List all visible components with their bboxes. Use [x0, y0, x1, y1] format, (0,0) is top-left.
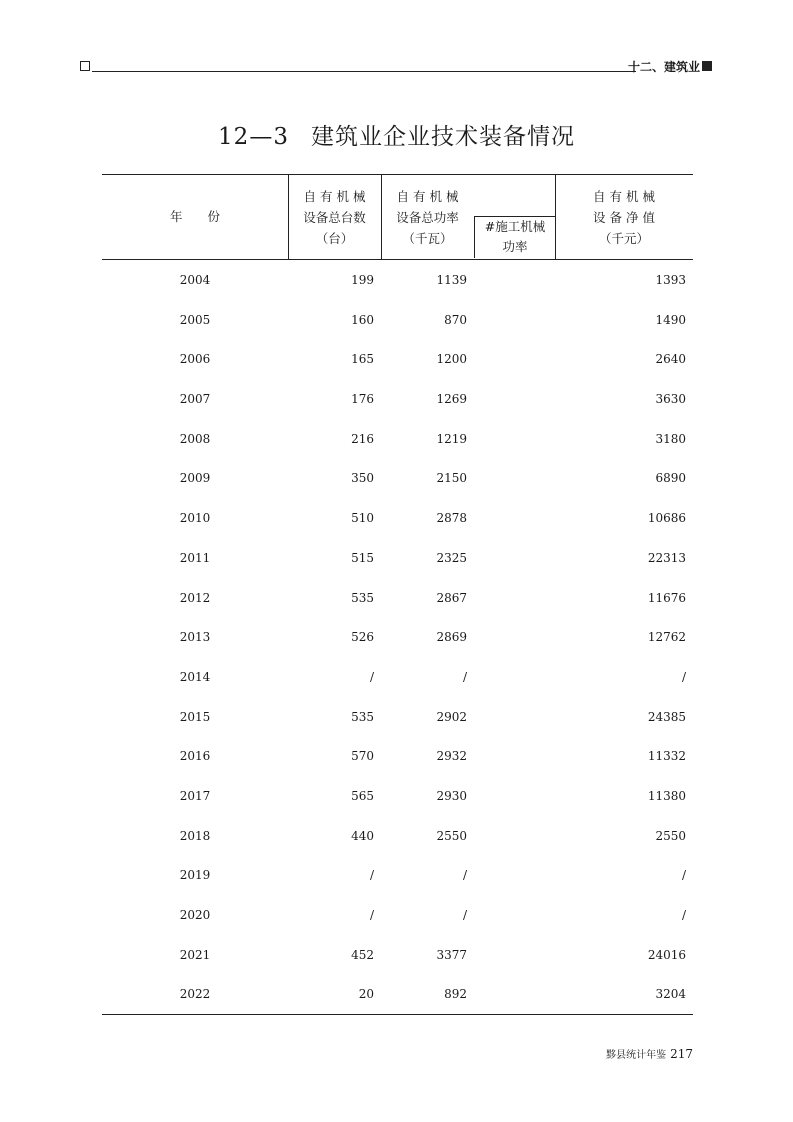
header-power — [381, 186, 474, 249]
cell-net-value: 1490 — [655, 312, 686, 327]
table-row — [102, 974, 693, 1014]
cell-units: 160 — [351, 312, 374, 327]
table-row — [102, 935, 693, 975]
cell-net-value: 10686 — [647, 511, 686, 526]
header-line: 功率 — [502, 239, 528, 254]
cell-net-value: 12762 — [647, 630, 686, 645]
header-line: 自 有 机 械 — [593, 189, 655, 204]
cell-net-value: 2640 — [655, 352, 686, 367]
cell-units: 216 — [351, 431, 374, 446]
cell-power: 2930 — [436, 788, 467, 803]
cell-power: 2150 — [436, 471, 467, 486]
cell-power: 1219 — [436, 431, 467, 446]
table-row — [102, 816, 693, 856]
header-line: 自 有 机 械 — [303, 189, 366, 204]
table-row — [102, 260, 693, 300]
header-line: （千瓦） — [402, 231, 453, 246]
cell-year: 2004 — [179, 273, 211, 287]
cell-units: 526 — [351, 630, 374, 645]
table-row — [102, 855, 693, 895]
cell-units: / — [369, 669, 374, 684]
cell-power: 1139 — [436, 273, 467, 287]
cell-units: 510 — [351, 511, 374, 526]
cell-year: 2012 — [179, 590, 211, 605]
publication-name: 黟县统计年鉴 — [606, 1050, 667, 1061]
cell-power: / — [462, 908, 467, 922]
cell-year: 2008 — [179, 431, 211, 446]
cell-net-value: 24016 — [647, 947, 686, 962]
cell-power: 3377 — [436, 947, 467, 962]
table-title — [0, 118, 793, 151]
cell-year: 2019 — [179, 868, 211, 883]
cell-year: 2013 — [179, 630, 211, 645]
table-row — [102, 419, 693, 459]
cell-power: 2325 — [436, 550, 467, 565]
cell-year: 2018 — [179, 828, 211, 843]
header-rule — [92, 71, 636, 72]
cell-net-value: 3204 — [655, 987, 686, 1002]
cell-net-value: 1393 — [655, 273, 686, 287]
cell-power: 1269 — [436, 392, 467, 407]
header-construction-power — [474, 216, 555, 258]
cell-power: 2932 — [436, 749, 467, 764]
cell-year: 2011 — [179, 550, 211, 565]
table-row — [102, 300, 693, 340]
cell-net-value: / — [681, 868, 686, 883]
cell-net-value: 22313 — [647, 550, 686, 565]
header-line: 设 备 净 值 — [593, 210, 655, 225]
cell-year: 2005 — [179, 312, 211, 327]
table-row — [102, 379, 693, 419]
table-row — [102, 339, 693, 379]
cell-year: 2006 — [179, 352, 211, 367]
cell-net-value: 24385 — [647, 709, 686, 724]
cell-units: / — [369, 908, 374, 922]
cell-net-value: 2550 — [655, 828, 686, 843]
cell-year: 2020 — [179, 908, 211, 922]
cell-year: 2010 — [179, 511, 211, 526]
cell-power: 2550 — [436, 828, 467, 843]
header-line: 设备总功率 — [396, 210, 459, 225]
cell-power: 2902 — [436, 709, 467, 724]
cell-units: 165 — [351, 352, 374, 367]
cell-power: 2869 — [436, 630, 467, 645]
table-row — [102, 697, 693, 737]
cell-year: 2021 — [179, 947, 211, 962]
header-net-value — [555, 186, 693, 249]
cell-power: / — [462, 669, 467, 684]
cell-power: 2878 — [436, 511, 467, 526]
page-header — [80, 58, 712, 76]
table-row — [102, 458, 693, 498]
header-line: （台） — [315, 231, 354, 246]
cell-year: 2009 — [179, 471, 211, 486]
table-row — [102, 578, 693, 618]
cell-units: 535 — [351, 709, 374, 724]
cell-year: 2016 — [179, 749, 211, 764]
cell-power: 2867 — [436, 590, 467, 605]
table-row — [102, 498, 693, 538]
cell-units: 570 — [351, 749, 374, 764]
data-table — [102, 174, 693, 1015]
hollow-square-icon — [80, 61, 90, 71]
cell-year: 2014 — [179, 669, 211, 684]
section-name: 十二、建筑业 — [627, 60, 700, 74]
table-body — [102, 260, 693, 1014]
cell-year: 2022 — [179, 987, 211, 1002]
cell-net-value: 3630 — [655, 392, 686, 407]
cell-year: 2015 — [179, 709, 211, 724]
header-units — [288, 186, 381, 249]
cell-power: / — [462, 868, 467, 883]
cell-year: 2007 — [179, 392, 211, 407]
cell-units: 20 — [358, 987, 374, 1002]
table-row — [102, 617, 693, 657]
table-row — [102, 736, 693, 776]
cell-net-value: 11332 — [647, 749, 686, 764]
cell-net-value: 11676 — [647, 590, 686, 605]
table-row — [102, 895, 693, 935]
header-line: #施工机械 — [484, 219, 546, 234]
cell-units: 535 — [351, 590, 374, 605]
page-footer — [606, 1046, 693, 1061]
cell-year: 2017 — [179, 788, 211, 803]
table-header — [102, 174, 693, 260]
table-number: 12—3 — [218, 124, 289, 150]
cell-power: 892 — [444, 987, 467, 1002]
cell-net-value: / — [681, 908, 686, 922]
cell-units: 350 — [351, 471, 374, 486]
cell-units: 440 — [351, 828, 374, 843]
table-bottom-rule — [102, 1014, 693, 1015]
header-line: 设备总台数 — [303, 210, 366, 225]
header-year: 年 份 — [169, 209, 220, 224]
page-number: 217 — [670, 1047, 693, 1061]
sub-header-text — [475, 217, 555, 257]
cell-net-value: 11380 — [647, 788, 686, 803]
cell-units: 565 — [351, 788, 374, 803]
cell-power: 870 — [444, 312, 467, 327]
table-row — [102, 657, 693, 697]
table-row — [102, 776, 693, 816]
header-line: （千元） — [598, 231, 649, 246]
cell-power: 1200 — [436, 352, 467, 367]
table-title-text: 建筑业企业技术装备情况 — [310, 124, 575, 150]
cell-net-value: 3180 — [655, 431, 686, 446]
table-row — [102, 538, 693, 578]
cell-units: / — [369, 868, 374, 883]
cell-units: 452 — [351, 947, 374, 962]
cell-net-value: 6890 — [655, 471, 686, 486]
cell-units: 176 — [351, 392, 374, 407]
cell-net-value: / — [681, 669, 686, 684]
header-line: 自 有 机 械 — [396, 189, 459, 204]
cell-units: 199 — [351, 273, 374, 287]
solid-square-icon — [702, 61, 712, 71]
cell-units: 515 — [351, 550, 374, 565]
